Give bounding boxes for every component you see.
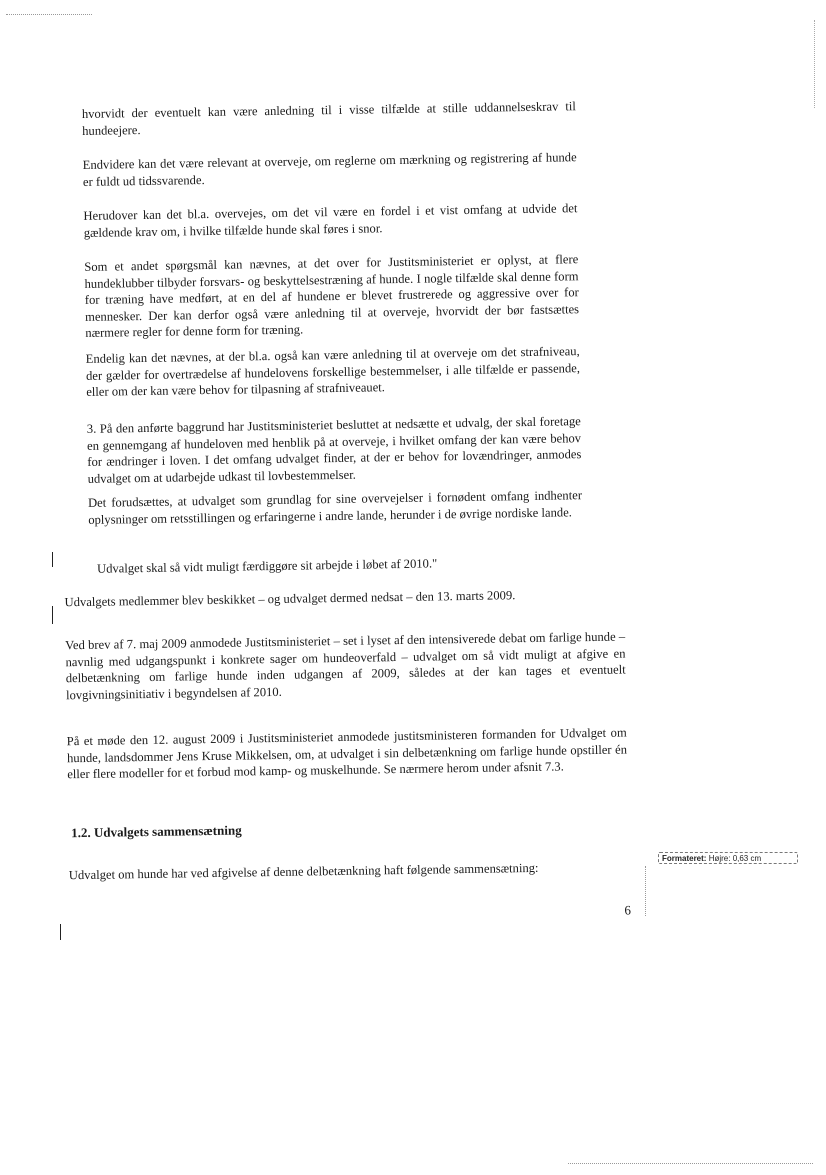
formatting-comment-balloon[interactable] (658, 852, 798, 864)
scan-edge-dots (568, 1163, 813, 1164)
page-number: 6 (624, 902, 632, 918)
paragraph-penalty-level: Endelig kan det nævnes, at der bl.a. også kan være anledning til at overveje om det strafniveau, der gælder for overtrædelse af hundelovens forskellige bestemmelser, i alle tilfælde er passende, eller om der kan være behov for tilpasning af strafniveauet. (85, 344, 581, 399)
change-bar (52, 606, 53, 624)
comment-leader-line (645, 866, 646, 916)
paragraph-foreign-experience: Det forudsættes, at udvalget som grundlag for sine overvejelser i fornødent omfang indhenter oplysninger om retsstillingen og erfaringerne i andre lande, herunder i de øvrige nordiske lande. (87, 488, 583, 527)
paragraph-leash-requirement: Herudover kan det bl.a. overvejes, om det vil være en fordel i et vist omfang at udvide det gældende krav om, i hvilke tilfælde hunde skal føres i snor. (83, 201, 578, 240)
paragraph-marking-registration: Endvidere kan det være relevant at overveje, om reglerne om mærkning og registrering af hunde er fuldt ud tidssvarende. (82, 150, 577, 189)
paragraph-letter-may-2009: Ved brev af 7. maj 2009 anmodede Justitsministeriet – set i lyset af den intensiverede debat om farlige hunde – navnlig med udgangspunkt i konkrete sager om hundeoverfald – udvalget om så vidt muligt at afgive en delbetænkning om farlige hunde inden udgangen af 2009, således at der kan tages et eventuelt lovgivningsinitiativ i begyndelsen af 2010. (65, 629, 626, 702)
paragraph-defence-training: Som et andet spørgsmål kan nævnes, at det over for Justitsministeriet er oplyst, at flere hundeklubber tilbyder forsvars- og beskyttelsestræning af hunde. I nogle tilfælde skal denne form for træning have medført, at en del af hundene er blevet frustrerede og aggressive over for mennesker. Der kan derfor også være anledning til at overveje, hvorvidt der bør fastsættes nærmere regler for denne form for træning. (84, 252, 580, 340)
paragraph-committee-decision: 3. På den anførte baggrund har Justitsministeriet besluttet at nedsætte et udvalg, der skal foretage en gennemgang af hundeloven med henblik på at overveje, i hvilket omfang der kan være behov for ændringer i loven. I det omfang udvalget finder, at der er behov for lovændringer, anmodes udvalget om at udarbejde udkast til lovbestemmelser. (86, 414, 582, 486)
paragraph-education-requirements: hvorvidt der eventuelt kan være anledning til i visse tilfælde at stille uddannelseskrav til hundeejere. (81, 99, 576, 138)
comment-label: Formateret: (662, 854, 707, 863)
paragraph-deadline: Udvalget skal så vidt muligt færdiggøre sit arbejde i løbet af 2010." (96, 556, 438, 576)
change-bar (52, 552, 53, 567)
change-bar (60, 924, 61, 940)
comment-text: Højre: 0,63 cm (708, 854, 762, 863)
section-heading: 1.2. Udvalgets sammensætning (71, 822, 242, 841)
scan-edge-dots (814, 20, 815, 108)
paragraph-composition: Udvalget om hunde har ved afgivelse af denne delbetænkning haft følgende sammensætning: (68, 860, 539, 883)
scan-edge-dots (6, 14, 92, 15)
paragraph-meeting-august-2009: På et møde den 12. august 2009 i Justitsministeriet anmodede justitsministeren formanden for Udvalget om hunde, landsdommer Jens Kruse Mikkelsen, om, at udvalget i sin delbetænkning om farlige hunde opstiller én eller flere modeller for et forbud mod kamp- og muskelhunde. Se nærmere herom under afsnit 7.3. (66, 725, 628, 782)
paragraph-members-appointed: Udvalgets medlemmer blev beskikket – og udvalget dermed nedsat – den 13. marts 2009. (64, 588, 516, 610)
